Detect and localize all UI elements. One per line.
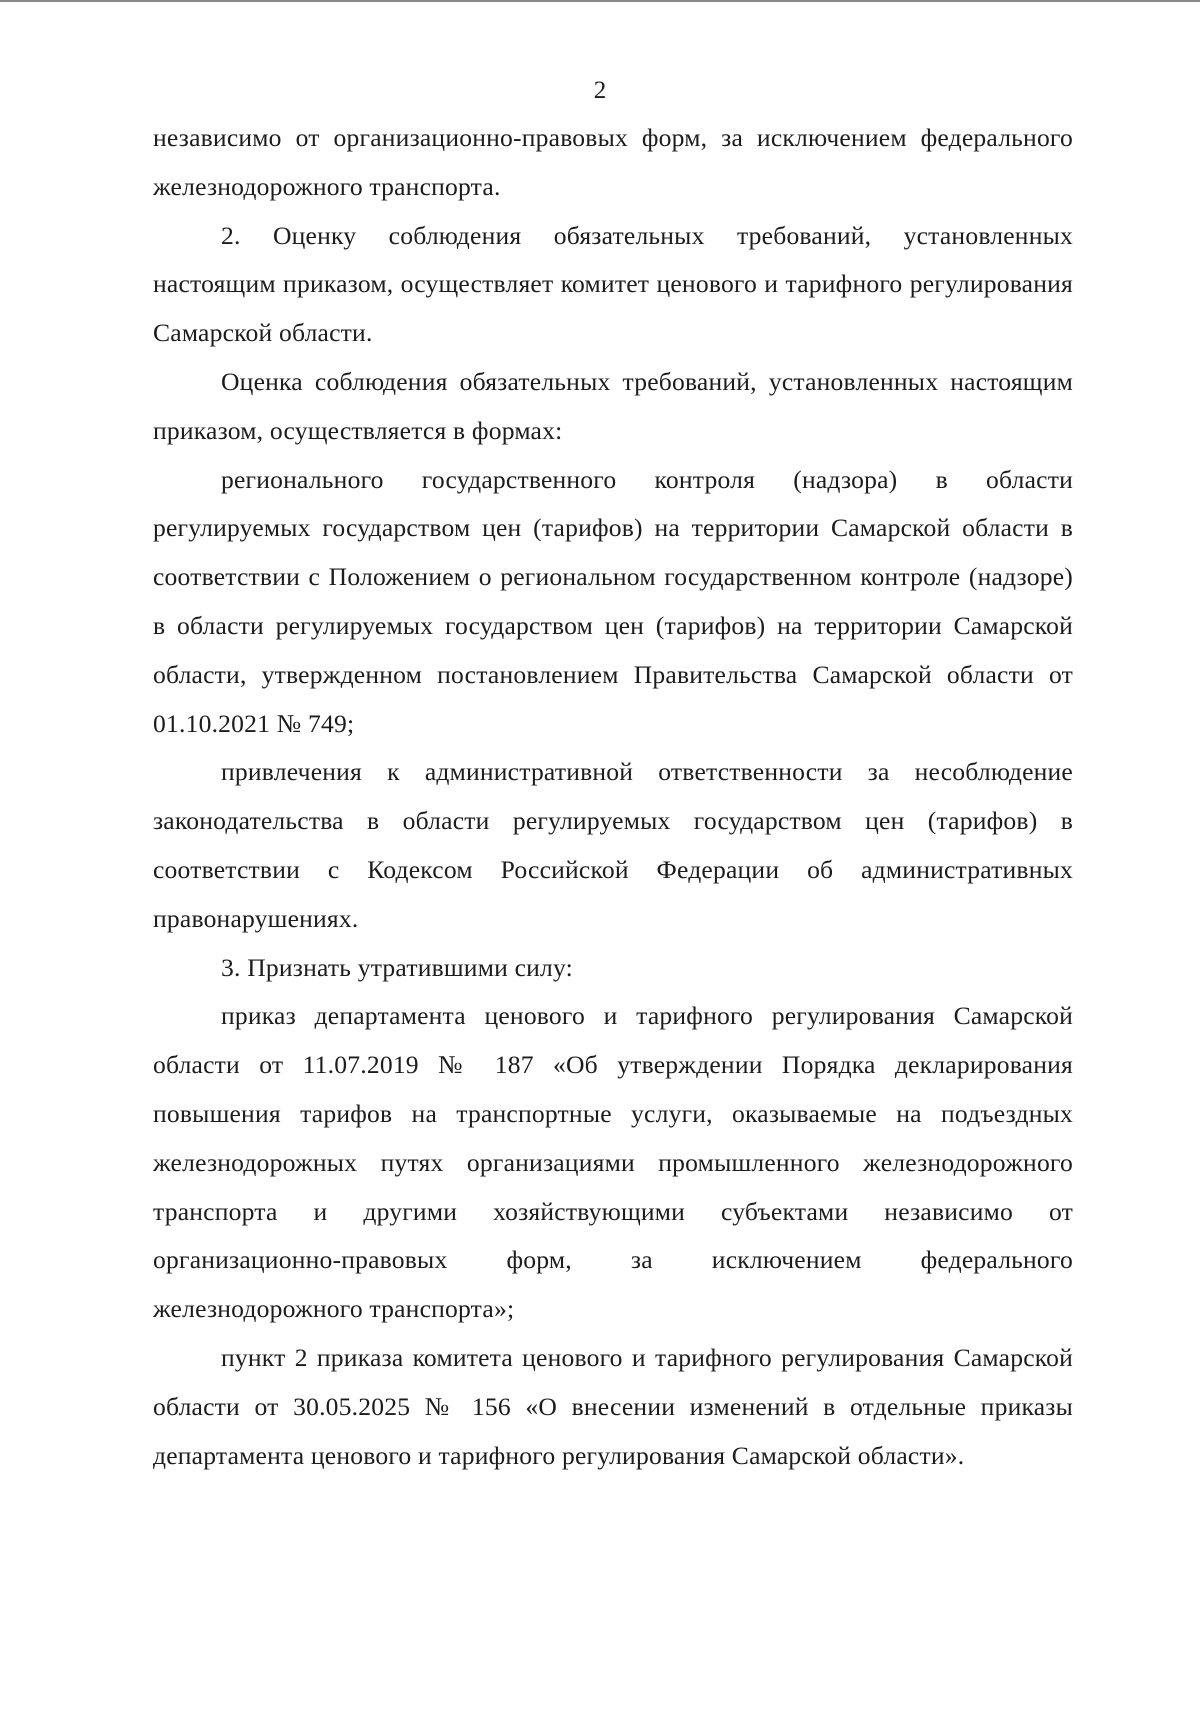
paragraph-continuation: независимо от организационно-правовых форм, за исключением федерального железнодорожного транспорта. (153, 123, 1073, 201)
paragraph-assessment-forms: Оценка соблюдения обязательных требований, установленных настоящим приказом, осуществляется в формах: (153, 366, 1073, 445)
paragraph-regional-control: регионального государственного контроля (надзора) в области регулируемых государством цен (тарифов) на территории Самарской области в соответствии с Положением о региональном государственном контроле (надзоре) в области регулируемых государством цен (тарифов) на территории Самарской области, утвержденном постановлением Правительства Самарской области от 01.10.2021 № 749; (153, 464, 1073, 738)
page-number: 2 (593, 77, 607, 104)
paragraph-repealed-order-156: пункт 2 приказа комитета ценового и тарифного регулирования Самарской области от 30.05.2025 № 156 «О внесении изменений в отдельные приказы департамента ценового и тарифного регулирования Самарской области». (153, 1342, 1073, 1470)
paragraph-item-3: 3. Признать утратившими силу: (221, 952, 573, 982)
document-body (153, 114, 1073, 1480)
paragraph-administrative-liability: привлечения к административной ответственности за несоблюдение законодательства в области регулируемых государством цен (тарифов) в соответствии с Кодексом Российской Федерации об административных правонарушениях. (153, 757, 1073, 933)
paragraph-item-2: 2. Оценку соблюдения обязательных требований, установленных настоящим приказом, осуществляет комитет ценового и тарифного регулирования Самарской области. (153, 220, 1073, 348)
paragraph-repealed-order-187: приказ департамента ценового и тарифного регулирования Самарской области от 11.07.2019 № 187 «Об утверждении Порядка декларирования повышения тарифов на транспортные услуги, оказываемые на подъездных железнодорожных путях организациями промышленного железнодорожного транспорта и другими хозяйствующими субъектами независимо от организационно-правовых форм, за исключением федерального железнодорожного транспорта»; (153, 1001, 1073, 1324)
